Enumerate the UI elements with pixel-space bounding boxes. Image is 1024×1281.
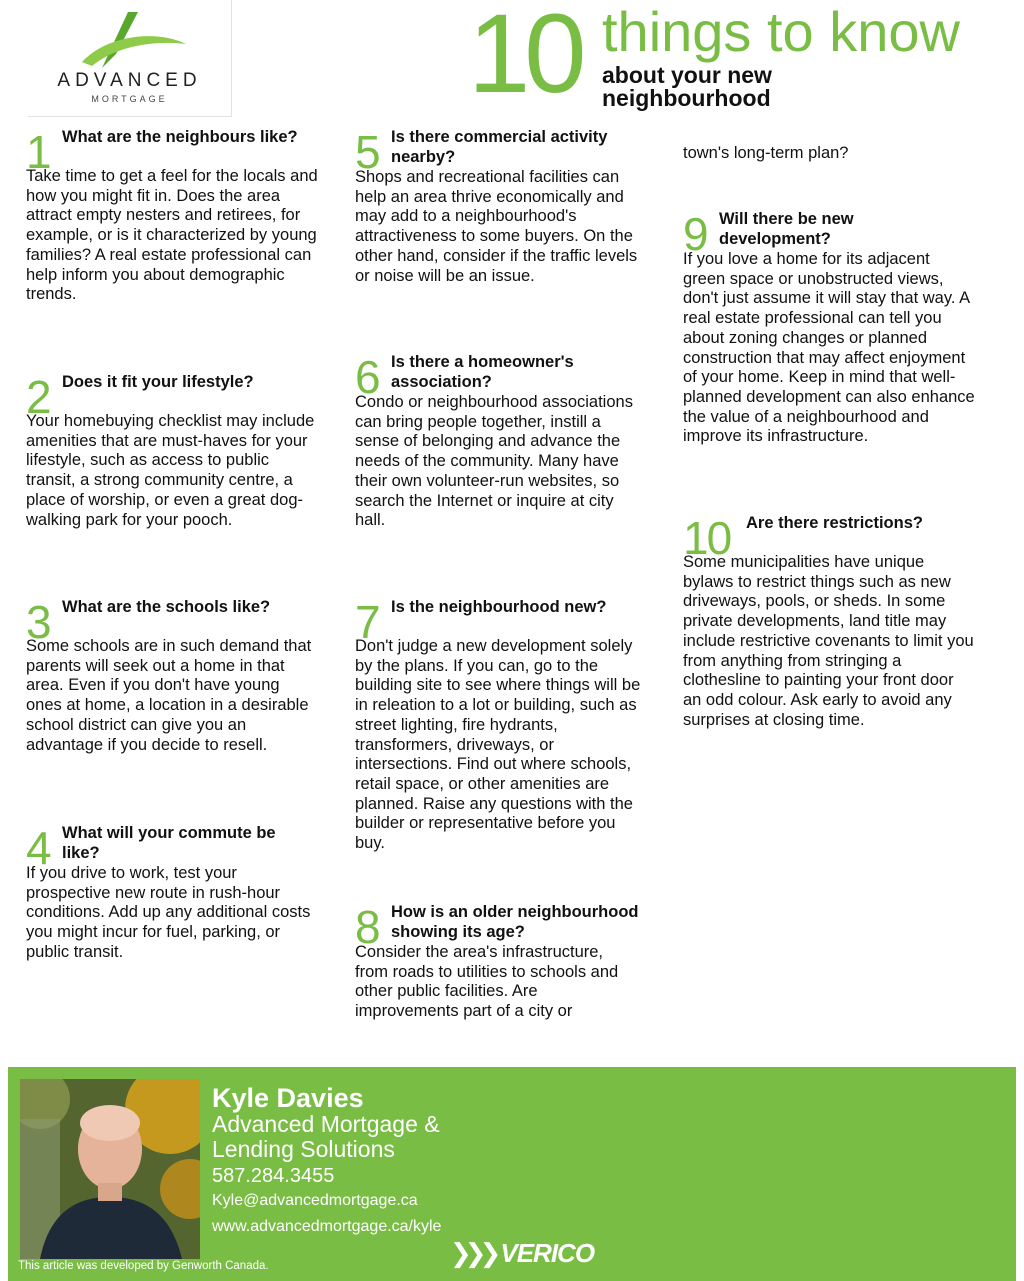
tip-number: 1: [26, 126, 50, 178]
logo-mark-icon: [68, 6, 192, 72]
tip-question: Does it fit your lifestyle?: [62, 373, 254, 391]
tip-5: [355, 127, 647, 286]
tip-8-continuation: town's long-term plan?: [683, 144, 849, 162]
tip-number: 5: [355, 126, 379, 178]
agent-website-link[interactable]: www.advancedmortgage.ca/kyle: [212, 1218, 442, 1235]
tip-question: Is the neighbourhood new?: [391, 598, 607, 616]
verico-logo: [450, 1238, 594, 1269]
logo-subtitle: MORTGAGE: [91, 94, 168, 104]
verico-wordmark: VERICO: [500, 1238, 595, 1268]
title-number: 10: [468, 0, 581, 116]
tip-number: 2: [26, 371, 50, 423]
agent-phone[interactable]: 587.284.3455: [212, 1165, 335, 1187]
tip-question: What are the neighbours like?: [62, 128, 298, 146]
tip-body: If you drive to work, test your prospective new route in rush-hour conditions. Add up any additional costs you might incur for fuel, parking, or public transit.: [26, 864, 311, 961]
tip-number: 9: [683, 208, 707, 260]
tip-body: Take time to get a feel for the locals and how you might fit in. Does the area attract empty nesters and retirees, for example, or is it characterized by young families? A real estate professional can help inform you about demographic trends.: [26, 167, 318, 304]
page-title: things to know: [602, 0, 960, 63]
tip-question: Is there a homeowner's association?: [391, 353, 574, 391]
company-logo: [28, 0, 232, 117]
tip-question: What are the schools like?: [62, 598, 271, 616]
tip-8: [355, 902, 655, 1022]
tip-number: 10: [683, 512, 731, 564]
tip-body: Condo or neighbourhood associations can bring people together, instill a sense of belonging and advance the needs of the community. Many have their own volunteer-run websites, so search the Internet or inquire at city hall.: [355, 393, 633, 530]
verico-chevron-icon: ❯❯❯: [450, 1238, 495, 1268]
agent-footer: [8, 1067, 1016, 1281]
page-subtitle: about your new neighbourhood: [602, 62, 772, 111]
tip-body: Your homebuying checklist may include amenities that are must-haves for your lifestyle, such as access to public transit, a strong community centre, a place of worship, or even a great dog-walking park for your pooch.: [26, 412, 315, 529]
tip-2: [26, 372, 318, 530]
agent-photo: [20, 1079, 200, 1259]
tip-question: How is an older neighbourhood showing its age?: [391, 903, 639, 941]
tip-body: Consider the area's infrastructure, from roads to utilities to schools and other public facilities. Are improvements part of a city or: [355, 943, 619, 1021]
agent-email-link[interactable]: Kyle@advancedmortgage.ca: [212, 1192, 418, 1209]
article-credit: This article was developed by Genworth Canada.: [18, 1260, 269, 1272]
tip-number: 6: [355, 351, 379, 403]
tip-number: 3: [26, 596, 50, 648]
tip-6: [355, 352, 647, 531]
tip-question: What will your commute be like?: [62, 824, 276, 862]
tip-question: Are there restrictions?: [746, 514, 923, 532]
tip-body: Don't judge a new development solely by the plans. If you can, go to the building site to see where things will be in releation to a lot or building, such as street lighting, fire hydrants, transformers, driveways, or intersections. Find out where schools, retail space, or other amenities are planned. Raise any questions with the builder or representative before you buy.: [355, 637, 641, 853]
tip-question: Will there be new development?: [719, 210, 854, 248]
tip-body: If you love a home for its adjacent green space or unobstructed views, don't just assume it will stay that way. A real estate professional can tell you about zoning changes or planned construction that may affect enjoyment of your home. Keep in mind that well-planned development can also enhance the value of a neighbourhood and improve its infrastructure.: [683, 250, 975, 446]
tip-number: 7: [355, 596, 379, 648]
tip-body: Some municipalities have unique bylaws to restrict things such as new driveways, pools, or sheds. In some private developments, land title may include restrictive covenants to limit you from anything from stringing a clothesline to painting your front door an odd colour. Ask early to avoid any surprises at closing time.: [683, 553, 974, 729]
tip-4: [26, 823, 318, 963]
agent-name: Kyle Davies: [212, 1083, 364, 1113]
tip-number: 4: [26, 822, 50, 874]
tip-body: Some schools are in such demand that parents will seek out a home in that area. Even if you don't have young ones at home, a location in a desirable school district can give you an advantage if you decide to resell.: [26, 637, 312, 754]
tip-number: 8: [355, 901, 379, 953]
tip-1: [26, 127, 318, 305]
logo-name: ADVANCED: [57, 70, 202, 91]
tip-9: [683, 209, 975, 447]
tip-3: [26, 597, 318, 755]
tip-body: Shops and recreational facilities can help an area thrive economically and may add to a neighbourhood's attractiveness to some buyers. On the other hand, consider if the traffic levels or noise will be an issue.: [355, 168, 638, 285]
tip-10: [683, 513, 975, 730]
agent-company: Advanced Mortgage & Lending Solutions: [212, 1111, 440, 1162]
tip-question: Is there commercial activity nearby?: [391, 128, 608, 166]
tip-7: [355, 597, 647, 854]
